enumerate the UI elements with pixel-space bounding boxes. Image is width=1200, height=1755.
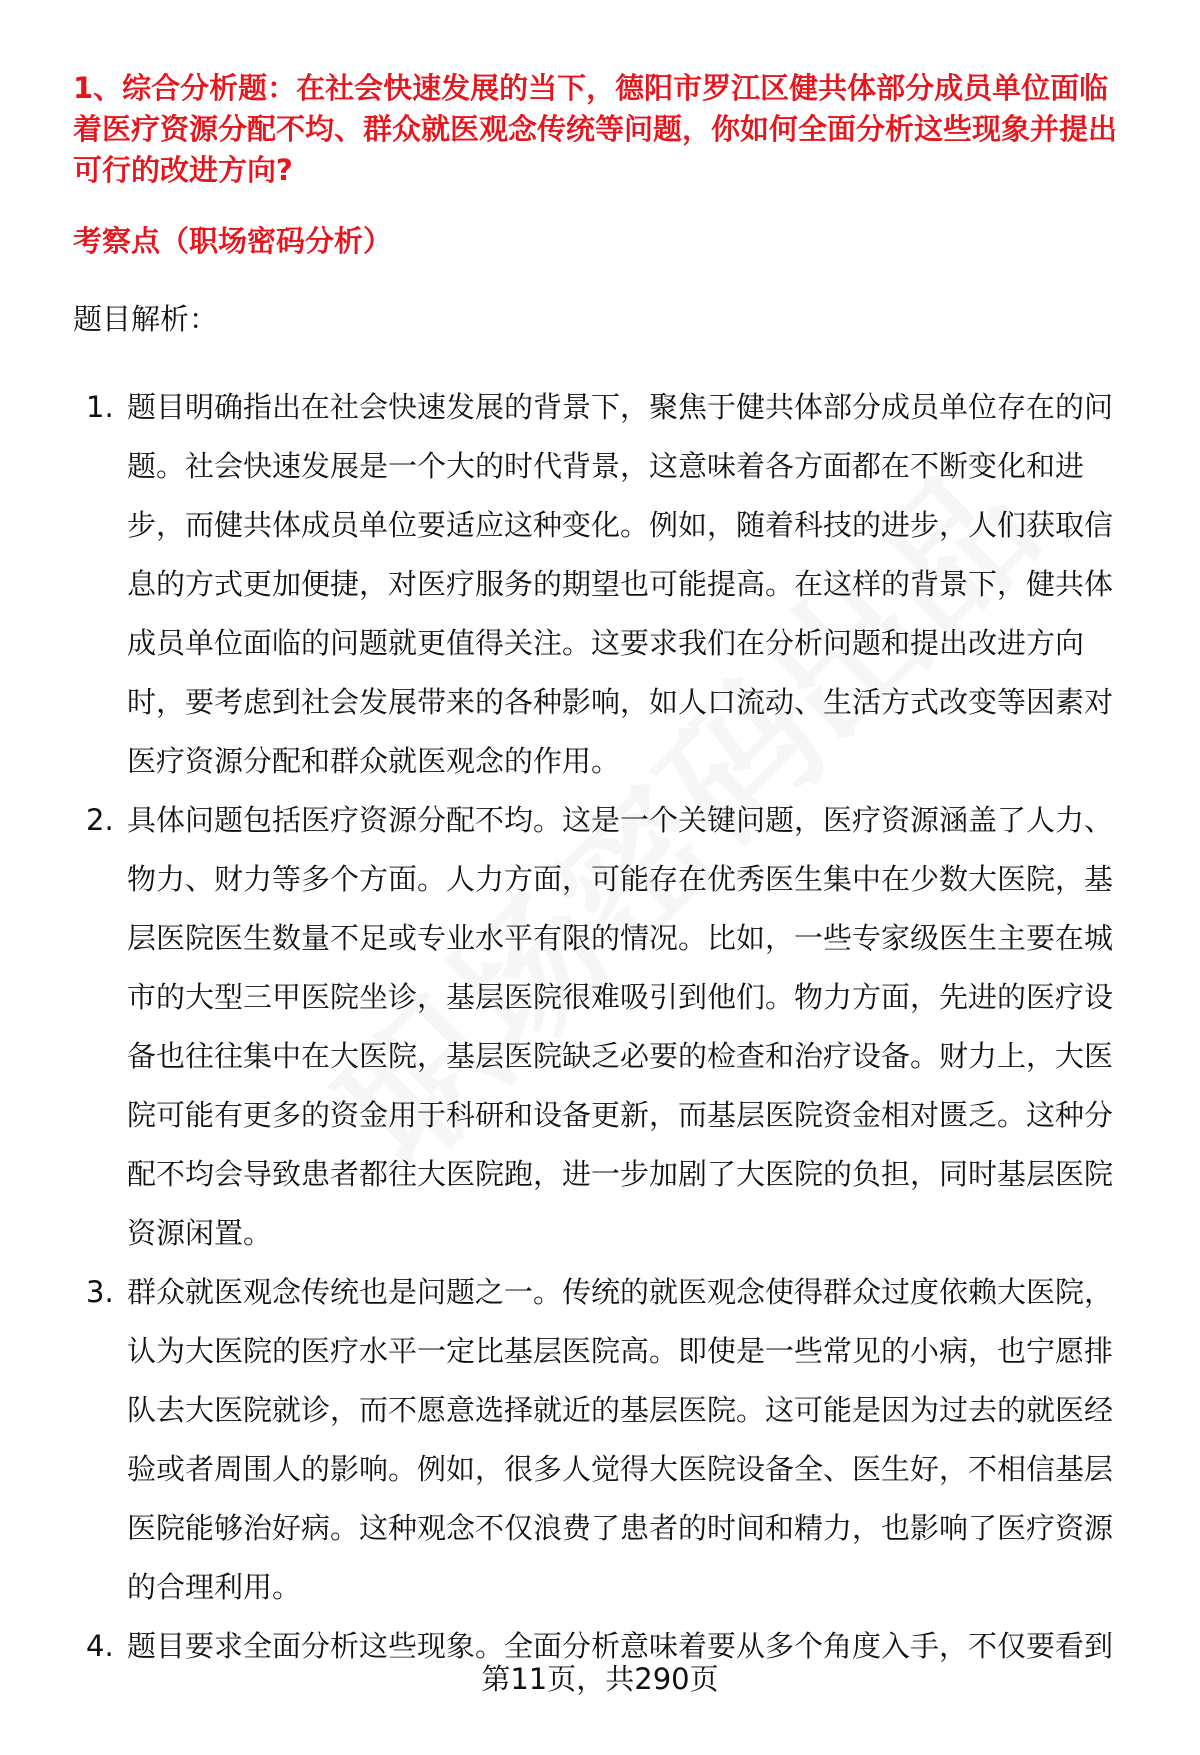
list-item-number: 3. — [86, 1275, 114, 1309]
analysis-label: 题目解析： — [73, 302, 219, 336]
list-item — [0, 378, 1200, 791]
text-line: 备也往往集中在大医院，基层医院缺乏必要的检查和治疗设备。财力上，大医 — [127, 1039, 1114, 1073]
text-line: 时，要考虑到社会发展带来的各种影响，如人口流动、生活方式改变等因素对 — [127, 685, 1114, 719]
list-item-text — [127, 1263, 1200, 1617]
text-line: 具体问题包括医疗资源分配不均。这是一个关键问题，医疗资源涵盖了人力、 — [127, 803, 1114, 837]
text-line: 医疗资源分配和群众就医观念的作用。 — [127, 744, 621, 778]
text-line: 资源闲置。 — [127, 1216, 273, 1250]
list-item-number: 4. — [86, 1629, 114, 1663]
question-title-line: 1、综合分析题：在社会快速发展的当下，德阳市罗江区健共体部分成员单位面临 — [73, 71, 1109, 105]
text-line: 队去大医院就诊，而不愿意选择就近的基层医院。这可能是因为过去的就医经 — [127, 1393, 1114, 1427]
focus-point-heading: 考察点（职场密码分析） — [73, 224, 393, 258]
question-title-line: 着医疗资源分配不均、群众就医观念传统等问题，你如何全面分析这些现象并提出 — [73, 112, 1118, 146]
list-item-text — [127, 378, 1200, 791]
text-line: 认为大医院的医疗水平一定比基层医院高。即使是一些常见的小病，也宁愿排 — [127, 1334, 1114, 1368]
list-item — [0, 1263, 1200, 1617]
text-line: 院可能有更多的资金用于科研和设备更新，而基层医院资金相对匮乏。这种分 — [127, 1098, 1114, 1132]
question-title — [73, 68, 1117, 191]
analysis-list — [0, 378, 1200, 1676]
list-item-number: 1. — [86, 390, 114, 424]
text-line: 题。社会快速发展是一个大的时代背景，这意味着各方面都在不断变化和进 — [127, 449, 1085, 483]
text-line: 题目明确指出在社会快速发展的背景下，聚焦于健共体部分成员单位存在的问 — [127, 390, 1114, 424]
text-line: 群众就医观念传统也是问题之一。传统的就医观念使得群众过度依赖大医院， — [127, 1275, 1114, 1309]
page-number: 第11页，共290页 — [481, 1662, 719, 1696]
text-line: 验或者周围人的影响。例如，很多人觉得大医院设备全、医生好，不相信基层 — [127, 1452, 1114, 1486]
text-line: 步，而健共体成员单位要适应这种变化。例如，随着科技的进步，人们获取信 — [127, 508, 1114, 542]
question-title-line: 可行的改进方向? — [73, 153, 293, 187]
text-line: 的合理利用。 — [127, 1570, 302, 1604]
text-line: 题目要求全面分析这些现象。全面分析意味着要从多个角度入手，不仅要看到 — [127, 1629, 1114, 1663]
text-line: 医院能够治好病。这种观念不仅浪费了患者的时间和精力，也影响了医疗资源 — [127, 1511, 1114, 1545]
text-line: 层医院医生数量不足或专业水平有限的情况。比如，一些专家级医生主要在城 — [127, 921, 1114, 955]
text-line: 配不均会导致患者都往大医院跑，进一步加剧了大医院的负担，同时基层医院 — [127, 1157, 1114, 1191]
text-line: 物力、财力等多个方面。人力方面，可能存在优秀医生集中在少数大医院，基 — [127, 862, 1114, 896]
list-item-text — [127, 791, 1200, 1263]
list-item — [0, 791, 1200, 1263]
text-line: 息的方式更加便捷，对医疗服务的期望也可能提高。在这样的背景下，健共体 — [127, 567, 1114, 601]
text-line: 市的大型三甲医院坐诊，基层医院很难吸引到他们。物力方面，先进的医疗设 — [127, 980, 1114, 1014]
list-item-number: 2. — [86, 803, 114, 837]
text-line: 成员单位面临的问题就更值得关注。这要求我们在分析问题和提出改进方向 — [127, 626, 1085, 660]
